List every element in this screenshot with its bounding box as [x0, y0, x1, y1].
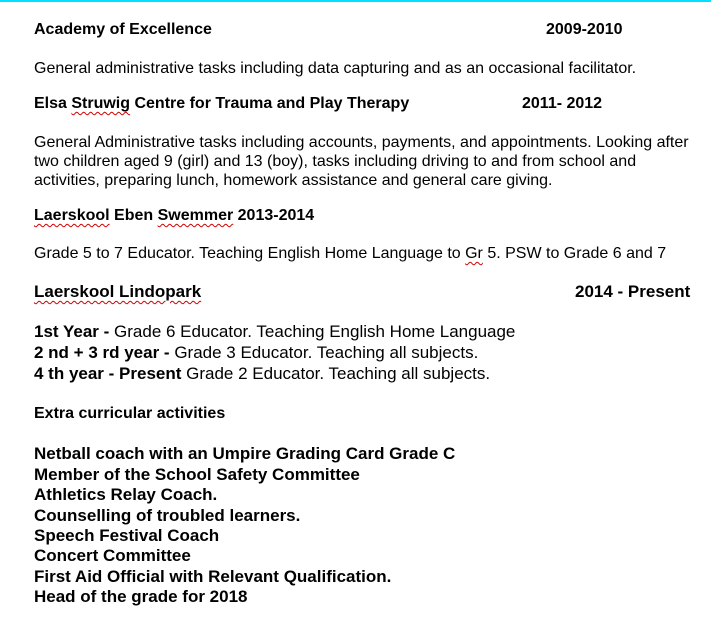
eben-title-laerskool: Laerskool	[34, 207, 110, 224]
eben-title	[34, 206, 314, 225]
extra-item: First Aid Official with Relevant Qualification.	[34, 567, 392, 586]
role-1-text: Grade 6 Educator. Teaching English Home Language	[114, 322, 516, 341]
lindopark-role-2	[34, 343, 478, 363]
extra-heading: Extra curricular activities	[34, 405, 226, 422]
elsa-description-line-2: two children aged 9 (girl) and 13 (boy), tasks including driving to and from school and	[34, 153, 637, 170]
extra-item: Netball coach with an Umpire Grading Card Grade C	[34, 444, 456, 463]
role-2-label: 2 nd + 3 rd year -	[34, 343, 175, 362]
lindopark-years: 2014 - Present	[575, 282, 691, 301]
elsa-description-line-1: General Administrative tasks including accounts, payments, and appointments. Looking after	[34, 134, 689, 151]
academy-title: Academy of Excellence	[34, 21, 212, 38]
eben-description-part1: Grade 5 to 7 Educator. Teaching English Home Language to	[34, 245, 466, 262]
eben-years: 2013-2014	[233, 207, 315, 224]
elsa-title-word1: Elsa	[34, 95, 72, 112]
eben-description-gr: Gr	[465, 245, 483, 262]
extra-item: Athletics Relay Coach.	[34, 485, 218, 504]
eben-title-eben: Eben	[109, 207, 158, 224]
extra-item: Counselling of troubled learners.	[34, 506, 301, 525]
extra-item: Head of the grade for 2018	[34, 587, 248, 606]
role-3-label: 4 th year - Present	[34, 364, 187, 383]
eben-description-part2: 5. PSW to Grade 6 and 7	[482, 245, 667, 262]
eben-description	[34, 244, 666, 263]
elsa-title-struwig: Struwig	[71, 95, 131, 112]
eben-title-swemmer: Swemmer	[157, 207, 234, 224]
academy-description: General administrative tasks including data capturing and as an occasional facilitator.	[34, 60, 637, 77]
elsa-title-rest: Centre for Trauma and Play Therapy	[130, 95, 410, 112]
role-3-text: Grade 2 Educator. Teaching all subjects.	[186, 364, 491, 383]
lindopark-role-1	[34, 322, 515, 342]
elsa-years: 2011- 2012	[522, 95, 603, 112]
top-border-line	[0, 0, 711, 2]
lindopark-title: Laerskool Lindopark	[34, 282, 202, 301]
academy-years: 2009-2010	[546, 21, 623, 38]
lindopark-role-3	[34, 364, 490, 384]
extra-item: Speech Festival Coach	[34, 526, 220, 545]
extra-item: Concert Committee	[34, 546, 191, 565]
role-1-label: 1st Year -	[34, 322, 115, 341]
elsa-title	[34, 94, 409, 113]
elsa-description-line-3: activities, preparing lunch, homework assistance and general care giving.	[34, 172, 553, 189]
extra-item: Member of the School Safety Committee	[34, 465, 360, 484]
role-2-text: Grade 3 Educator. Teaching all subjects.	[174, 343, 479, 362]
